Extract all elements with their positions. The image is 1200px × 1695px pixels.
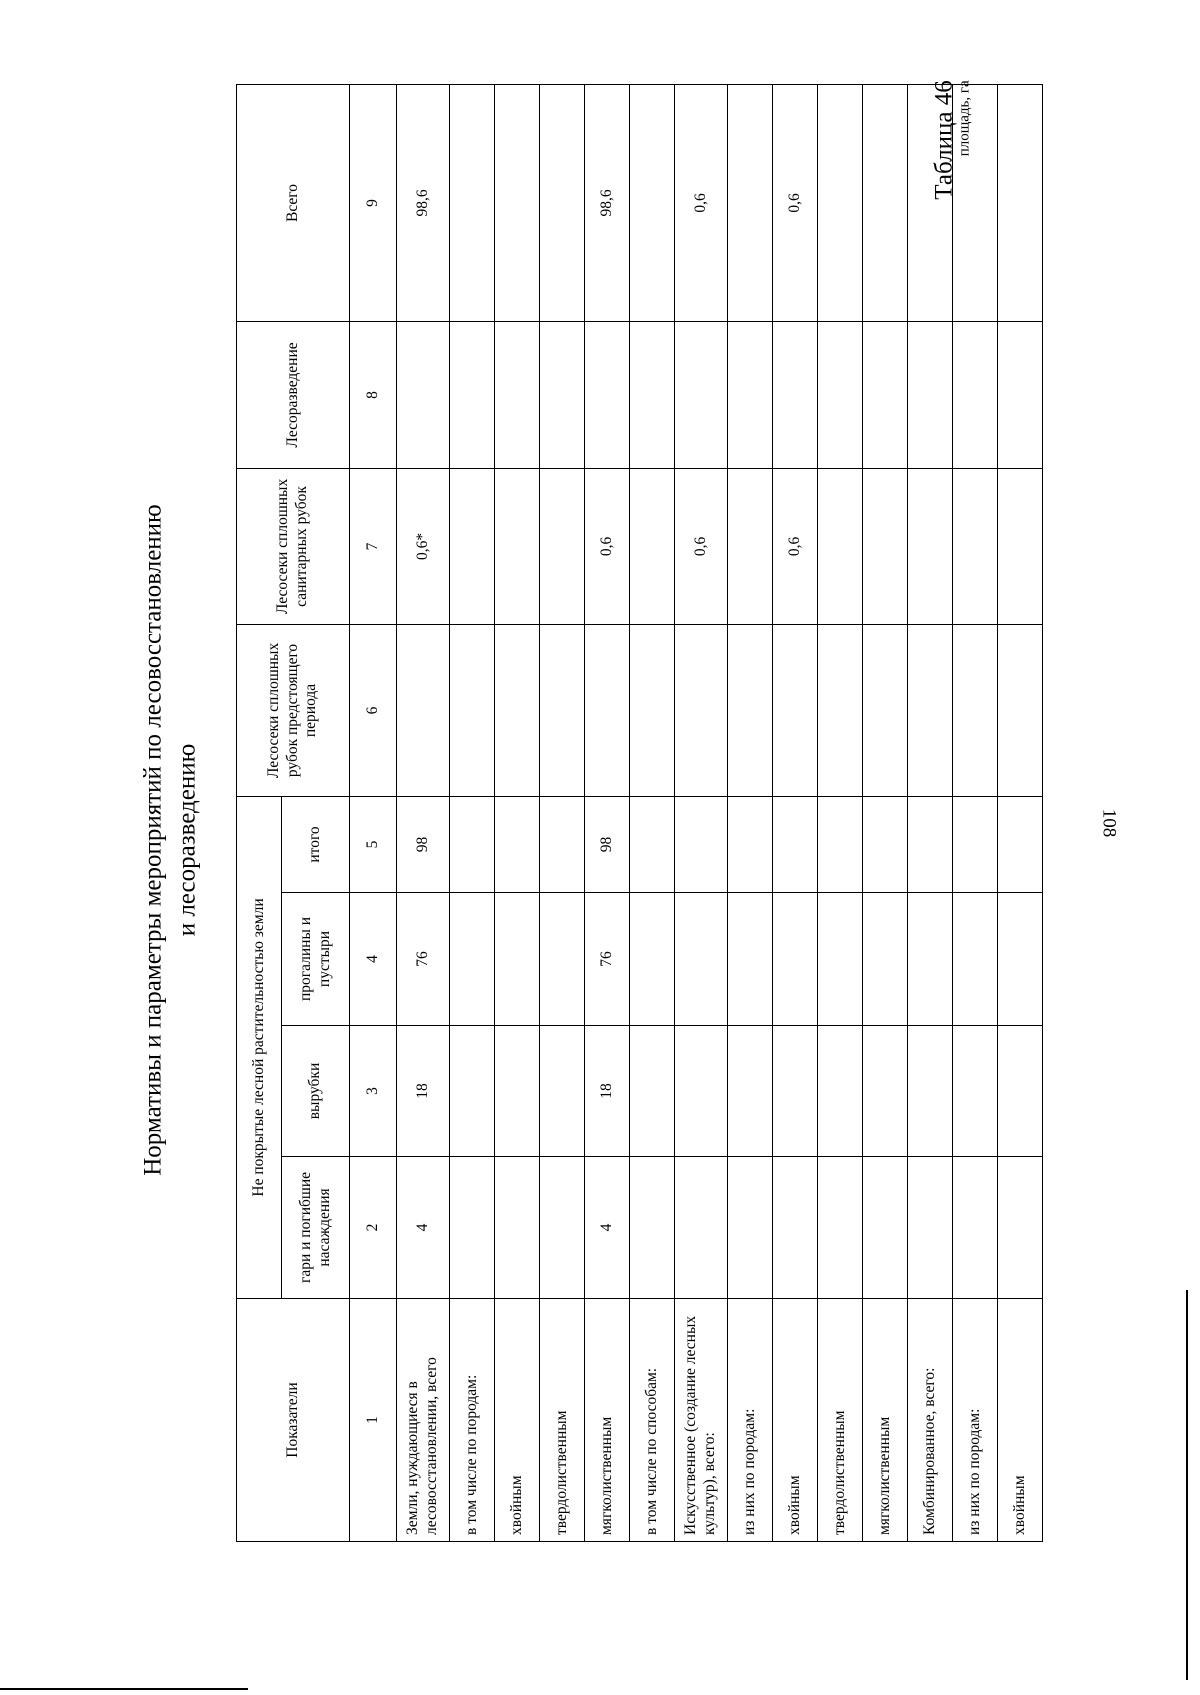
col-header-glades: прогалины и пустыри bbox=[282, 893, 350, 1026]
table-cell bbox=[818, 84, 863, 321]
table-cell bbox=[908, 468, 953, 624]
table-cell bbox=[540, 321, 585, 468]
table-cell bbox=[728, 796, 773, 892]
col-header-cutting-sanitary: Лесосеки сплошных санитарных рубок bbox=[237, 468, 350, 624]
table-cell bbox=[773, 1157, 818, 1299]
page-number: 108 bbox=[1098, 808, 1120, 838]
table-cell bbox=[953, 624, 998, 796]
column-number-row bbox=[350, 84, 397, 1541]
table-row bbox=[908, 84, 953, 1541]
table-cell bbox=[908, 84, 953, 321]
table-cell bbox=[450, 796, 495, 892]
table-cell bbox=[908, 1026, 953, 1157]
table-cell: 98 bbox=[585, 796, 630, 892]
table-cell bbox=[450, 84, 495, 321]
table-cell bbox=[540, 1026, 585, 1157]
table-cell bbox=[728, 893, 773, 1026]
col-header-cutting-planned: Лесосеки сплошных рубок предстоящего периода bbox=[237, 624, 350, 796]
table-number: Таблица 46 bbox=[930, 80, 958, 200]
table-cell: 18 bbox=[397, 1026, 450, 1157]
col-number: 7 bbox=[350, 468, 397, 624]
table-cell bbox=[540, 624, 585, 796]
table-row bbox=[495, 84, 540, 1541]
table-cell bbox=[818, 321, 863, 468]
table-cell: 0,6 bbox=[675, 84, 728, 321]
col-header-total: Всего bbox=[237, 84, 350, 321]
table-cell bbox=[953, 468, 998, 624]
table-cell bbox=[908, 1157, 953, 1299]
table-cell bbox=[728, 624, 773, 796]
table-cell bbox=[450, 624, 495, 796]
right-edge-line bbox=[1186, 1290, 1188, 1680]
table-cell bbox=[540, 1157, 585, 1299]
table-cell bbox=[728, 321, 773, 468]
col-number: 8 bbox=[350, 321, 397, 468]
table-cell bbox=[953, 321, 998, 468]
table-cell bbox=[998, 796, 1043, 892]
table-cell bbox=[998, 1026, 1043, 1157]
table-cell bbox=[675, 796, 728, 892]
table-cell bbox=[773, 321, 818, 468]
row-label: хвойным bbox=[998, 1299, 1043, 1542]
table-cell bbox=[863, 1157, 908, 1299]
col-number: 1 bbox=[350, 1299, 397, 1542]
table-cell bbox=[818, 796, 863, 892]
table-cell bbox=[495, 796, 540, 892]
measures-table bbox=[236, 84, 1043, 1542]
table-cell: 98,6 bbox=[397, 84, 450, 321]
table-cell bbox=[818, 1026, 863, 1157]
table-cell bbox=[495, 84, 540, 321]
col-number: 3 bbox=[350, 1026, 397, 1157]
row-label: Земли, нуждающиеся в лесовосстановлении, всего bbox=[397, 1299, 450, 1542]
table-cell bbox=[450, 893, 495, 1026]
table-row bbox=[397, 84, 450, 1541]
table-cell bbox=[675, 1026, 728, 1157]
table-cell: 76 bbox=[585, 893, 630, 1026]
table-cell bbox=[540, 84, 585, 321]
row-label: твердолиственным bbox=[818, 1299, 863, 1542]
table-cell bbox=[773, 893, 818, 1026]
col-number: 9 bbox=[350, 84, 397, 321]
table-cell bbox=[818, 893, 863, 1026]
table-cell bbox=[863, 624, 908, 796]
row-label: из них по породам: bbox=[953, 1299, 998, 1542]
table-cell bbox=[540, 796, 585, 892]
col-header-group: Не покрытые лесной растительностью земли bbox=[237, 796, 282, 1298]
table-cell bbox=[450, 321, 495, 468]
title-line-1: Нормативы и параметры мероприятий по лесовосстановлению bbox=[139, 504, 167, 1176]
col-number: 5 bbox=[350, 796, 397, 892]
table-cell bbox=[728, 84, 773, 321]
rotated-table-wrapper bbox=[236, 84, 1043, 1542]
table-row bbox=[585, 84, 630, 1541]
col-number: 2 bbox=[350, 1157, 397, 1299]
table-cell bbox=[585, 321, 630, 468]
table-cell bbox=[773, 1026, 818, 1157]
table-cell: 0,6 bbox=[675, 468, 728, 624]
table-cell bbox=[863, 84, 908, 321]
table-cell bbox=[630, 84, 675, 321]
table-cell bbox=[630, 1026, 675, 1157]
table-cell bbox=[773, 624, 818, 796]
table-row bbox=[450, 84, 495, 1541]
row-label: твердолиственным bbox=[540, 1299, 585, 1542]
table-row bbox=[998, 84, 1043, 1541]
bottom-left-line bbox=[0, 1688, 248, 1690]
table-cell bbox=[540, 468, 585, 624]
table-cell bbox=[450, 468, 495, 624]
table-cell bbox=[953, 84, 998, 321]
table-cell: 0,6* bbox=[397, 468, 450, 624]
table-cell bbox=[630, 468, 675, 624]
row-label: Комбинированное, всего: bbox=[908, 1299, 953, 1542]
table-cell bbox=[908, 624, 953, 796]
table-cell bbox=[863, 468, 908, 624]
col-header-subtotal: итого bbox=[282, 796, 350, 892]
table-cell bbox=[863, 1026, 908, 1157]
table-cell bbox=[818, 624, 863, 796]
table-cell bbox=[953, 1157, 998, 1299]
table-cell: 98,6 bbox=[585, 84, 630, 321]
table-cell bbox=[998, 624, 1043, 796]
table-cell: 98 bbox=[397, 796, 450, 892]
table-cell bbox=[998, 468, 1043, 624]
table-row bbox=[630, 84, 675, 1541]
table-cell bbox=[397, 321, 450, 468]
table-cell bbox=[728, 1026, 773, 1157]
table-cell bbox=[953, 796, 998, 892]
table-row bbox=[953, 84, 998, 1541]
table-cell bbox=[998, 893, 1043, 1026]
table-cell bbox=[773, 796, 818, 892]
title-line-2: и лесоразведению bbox=[173, 743, 200, 937]
table-cell bbox=[863, 796, 908, 892]
table-cell: 0,6 bbox=[773, 468, 818, 624]
table-cell bbox=[630, 321, 675, 468]
table-cell bbox=[998, 84, 1043, 321]
table-cell bbox=[450, 1157, 495, 1299]
table-cell bbox=[908, 893, 953, 1026]
table-cell bbox=[495, 321, 540, 468]
table-cell bbox=[495, 1157, 540, 1299]
row-label: в том числе по способам: bbox=[630, 1299, 675, 1542]
row-label: из них по породам: bbox=[728, 1299, 773, 1542]
table-cell bbox=[630, 796, 675, 892]
table-cell bbox=[953, 893, 998, 1026]
table-cell bbox=[585, 624, 630, 796]
row-label: хвойным bbox=[773, 1299, 818, 1542]
table-cell bbox=[540, 893, 585, 1026]
table-row bbox=[728, 84, 773, 1541]
table-body bbox=[397, 84, 1043, 1541]
col-header-afforestation: Лесоразведение bbox=[237, 321, 350, 468]
table-cell bbox=[728, 468, 773, 624]
table-row bbox=[540, 84, 585, 1541]
table-cell bbox=[675, 624, 728, 796]
table-cell bbox=[450, 1026, 495, 1157]
row-label: хвойным bbox=[495, 1299, 540, 1542]
table-cell bbox=[998, 321, 1043, 468]
col-number: 4 bbox=[350, 893, 397, 1026]
col-header-burned: гари и погибшие насаждения bbox=[282, 1157, 350, 1299]
table-cell: 0,6 bbox=[773, 84, 818, 321]
col-header-clearcuts: вырубки bbox=[282, 1026, 350, 1157]
table-cell bbox=[675, 1157, 728, 1299]
table-cell bbox=[908, 321, 953, 468]
table-cell: 4 bbox=[585, 1157, 630, 1299]
table-row bbox=[863, 84, 908, 1541]
table-cell bbox=[675, 321, 728, 468]
table-cell bbox=[675, 893, 728, 1026]
table-cell bbox=[728, 1157, 773, 1299]
col-header-indicators: Показатели bbox=[237, 1299, 350, 1542]
table-cell bbox=[818, 468, 863, 624]
table-cell bbox=[630, 1157, 675, 1299]
table-cell bbox=[998, 1157, 1043, 1299]
table-cell bbox=[818, 1157, 863, 1299]
table-cell bbox=[630, 624, 675, 796]
document-title bbox=[136, 390, 204, 1290]
table-row bbox=[773, 84, 818, 1541]
table-cell: 76 bbox=[397, 893, 450, 1026]
table-cell bbox=[630, 893, 675, 1026]
table-cell: 18 bbox=[585, 1026, 630, 1157]
table-cell bbox=[953, 1026, 998, 1157]
row-label: мягколиственным bbox=[863, 1299, 908, 1542]
table-cell bbox=[908, 796, 953, 892]
row-label: в том числе по породам: bbox=[450, 1299, 495, 1542]
row-label: мягколиственным bbox=[585, 1299, 630, 1542]
table-cell bbox=[495, 624, 540, 796]
table-row bbox=[675, 84, 728, 1541]
row-label: Искусственное (создание лесных культур), всего: bbox=[675, 1299, 728, 1542]
table-cell bbox=[495, 1026, 540, 1157]
table-cell bbox=[863, 321, 908, 468]
table-header-row-1 bbox=[237, 84, 282, 1541]
table-cell bbox=[495, 468, 540, 624]
table-unit: площадь, га bbox=[956, 80, 973, 157]
col-number: 6 bbox=[350, 624, 397, 796]
table-cell: 0,6 bbox=[585, 468, 630, 624]
table-cell: 4 bbox=[397, 1157, 450, 1299]
table-cell bbox=[495, 893, 540, 1026]
table-cell bbox=[863, 893, 908, 1026]
table-cell bbox=[397, 624, 450, 796]
table-row bbox=[818, 84, 863, 1541]
